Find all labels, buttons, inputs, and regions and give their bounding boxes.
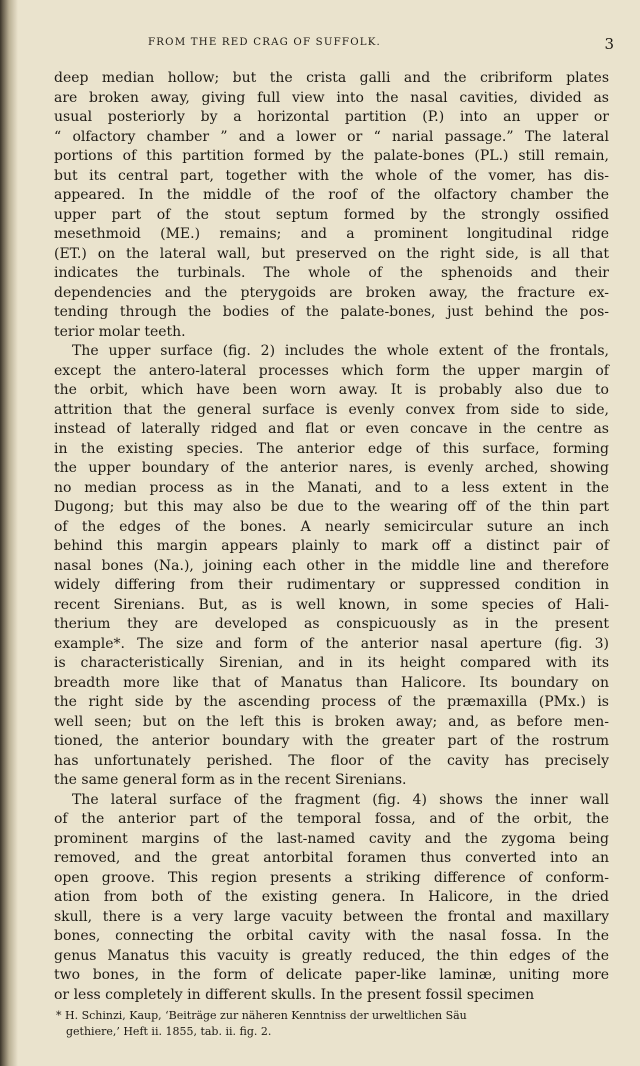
text-line: upper part of the stout septum formed by the strongly ossified: [54, 206, 609, 223]
text-line: but its central part, together with the whole of the vomer, has dis-: [54, 167, 609, 184]
text-line: tending through the bodies of the palate-bones, just behind the pos-: [54, 304, 609, 320]
text-line: deep median hollow; but the crista galli and the cribriform plates: [54, 70, 609, 86]
footnote-line: * H. Schinzi, Kaup, ‘Beiträge zur näheren Kenntniss der urweltlichen Säu: [56, 1009, 467, 1022]
text-line: therium they are developed as conspicuously as in the present: [54, 616, 609, 632]
text-line: ation from both of the existing genera. In Halicore, in the dried: [54, 889, 609, 905]
text-line: or less completely in different skulls. In the present fossil specimen: [54, 986, 535, 1003]
text-line: mesethmoid (ME.) remains; and a prominent longitudinal ridge: [54, 226, 609, 242]
running-title: FROM THE RED CRAG OF SUFFOLK.: [148, 37, 381, 48]
text-line: removed, and the great antorbital foramen thus converted into an: [54, 850, 609, 866]
text-line: recent Sirenians. But, as is well known, in some species of Hali-: [54, 596, 609, 613]
text-line: the right side by the ascending process of the præmaxilla (PMx.) is: [54, 694, 609, 710]
text-line: are broken away, giving full view into the nasal cavities, divided as: [54, 89, 609, 106]
text-line: “ olfactory chamber ” and a lower or “ narial passage.” The lateral: [54, 128, 609, 145]
text-line: bones, connecting the orbital cavity with the nasal fossa. In the: [54, 928, 609, 944]
page-number: 3: [604, 35, 614, 53]
text-line: of the edges of the bones. A nearly semicircular suture an inch: [54, 518, 609, 535]
text-line: The upper surface (fig. 2) includes the whole extent of the frontals,: [72, 343, 609, 359]
text-line: terior molar teeth.: [54, 323, 186, 340]
text-line: Dugong; but this may also be due to the wearing off of the thin part: [54, 499, 609, 515]
footnote: [56, 1008, 616, 1039]
text-line: well seen; but on the left this is broken away; and, as before men-: [54, 713, 609, 730]
text-line: genus Manatus this vacuity is greatly reduced, the thin edges of the: [54, 947, 609, 964]
text-line: except the antero-lateral processes which form the upper margin of: [54, 362, 609, 379]
text-line: is characteristically Sirenian, and in its height compared with its: [54, 655, 609, 671]
text-line: nasal bones (Na.), joining each other in the middle line and therefore: [54, 557, 609, 574]
text-line: instead of laterally ridged and flat or even concave in the centre as: [54, 421, 609, 437]
text-line: two bones, in the form of delicate paper-like laminæ, uniting more: [54, 967, 609, 983]
text-line: of the anterior part of the temporal fossa, and of the orbit, the: [54, 811, 609, 827]
text-line: indicates the turbinals. The whole of the sphenoids and their: [54, 265, 609, 281]
text-line: usual posteriorly by a horizontal partition (P.) into an upper or: [54, 109, 609, 125]
text-line: breadth more like that of Manatus than Halicore. Its boundary on: [54, 674, 609, 691]
running-head: [0, 37, 640, 51]
text-line: prominent margins of the last-named cavity and the zygoma being: [54, 830, 609, 847]
text-line: appeared. In the middle of the roof of the olfactory chamber the: [54, 187, 609, 203]
text-line: in the existing species. The anterior edge of this surface, forming: [54, 440, 609, 457]
text-line: the upper boundary of the anterior nares, is evenly arched, showing: [54, 460, 609, 476]
text-line: The lateral surface of the fragment (fig. 4) shows the inner wall: [72, 791, 609, 808]
text-line: has unfortunately perished. The floor of the cavity has precisely: [54, 752, 609, 769]
text-line: dependencies and the pterygoids are broken away, the fracture ex-: [54, 284, 609, 301]
footnote-line: gethiere,’ Heft ii. 1855, tab. ii. fig. 2.: [66, 1024, 272, 1038]
text-line: behind this margin appears plainly to mark off a distinct pair of: [54, 538, 609, 554]
text-line: example*. The size and form of the anterior nasal aperture (fig. 3): [54, 635, 609, 652]
text-line: tioned, the anterior boundary with the greater part of the rostrum: [54, 733, 609, 749]
text-line: portions of this partition formed by the palate-bones (PL.) still remain,: [54, 148, 609, 164]
body-text: [54, 69, 609, 1005]
text-line: widely differing from their rudimentary or suppressed condition in: [54, 577, 609, 593]
text-line: open groove. This region presents a striking difference of conform-: [54, 869, 609, 886]
text-line: the orbit, which have been worn away. It is probably also due to: [54, 382, 609, 398]
text-line: attrition that the general surface is evenly convex from side to side,: [54, 401, 609, 418]
text-line: the same general form as in the recent Sirenians.: [54, 772, 407, 788]
text-line: skull, there is a very large vacuity between the frontal and maxillary: [54, 908, 609, 925]
text-line: no median process as in the Manati, and to a less extent in the: [54, 479, 609, 496]
text-line: (ET.) on the lateral wall, but preserved on the right side, is all that: [54, 245, 609, 262]
